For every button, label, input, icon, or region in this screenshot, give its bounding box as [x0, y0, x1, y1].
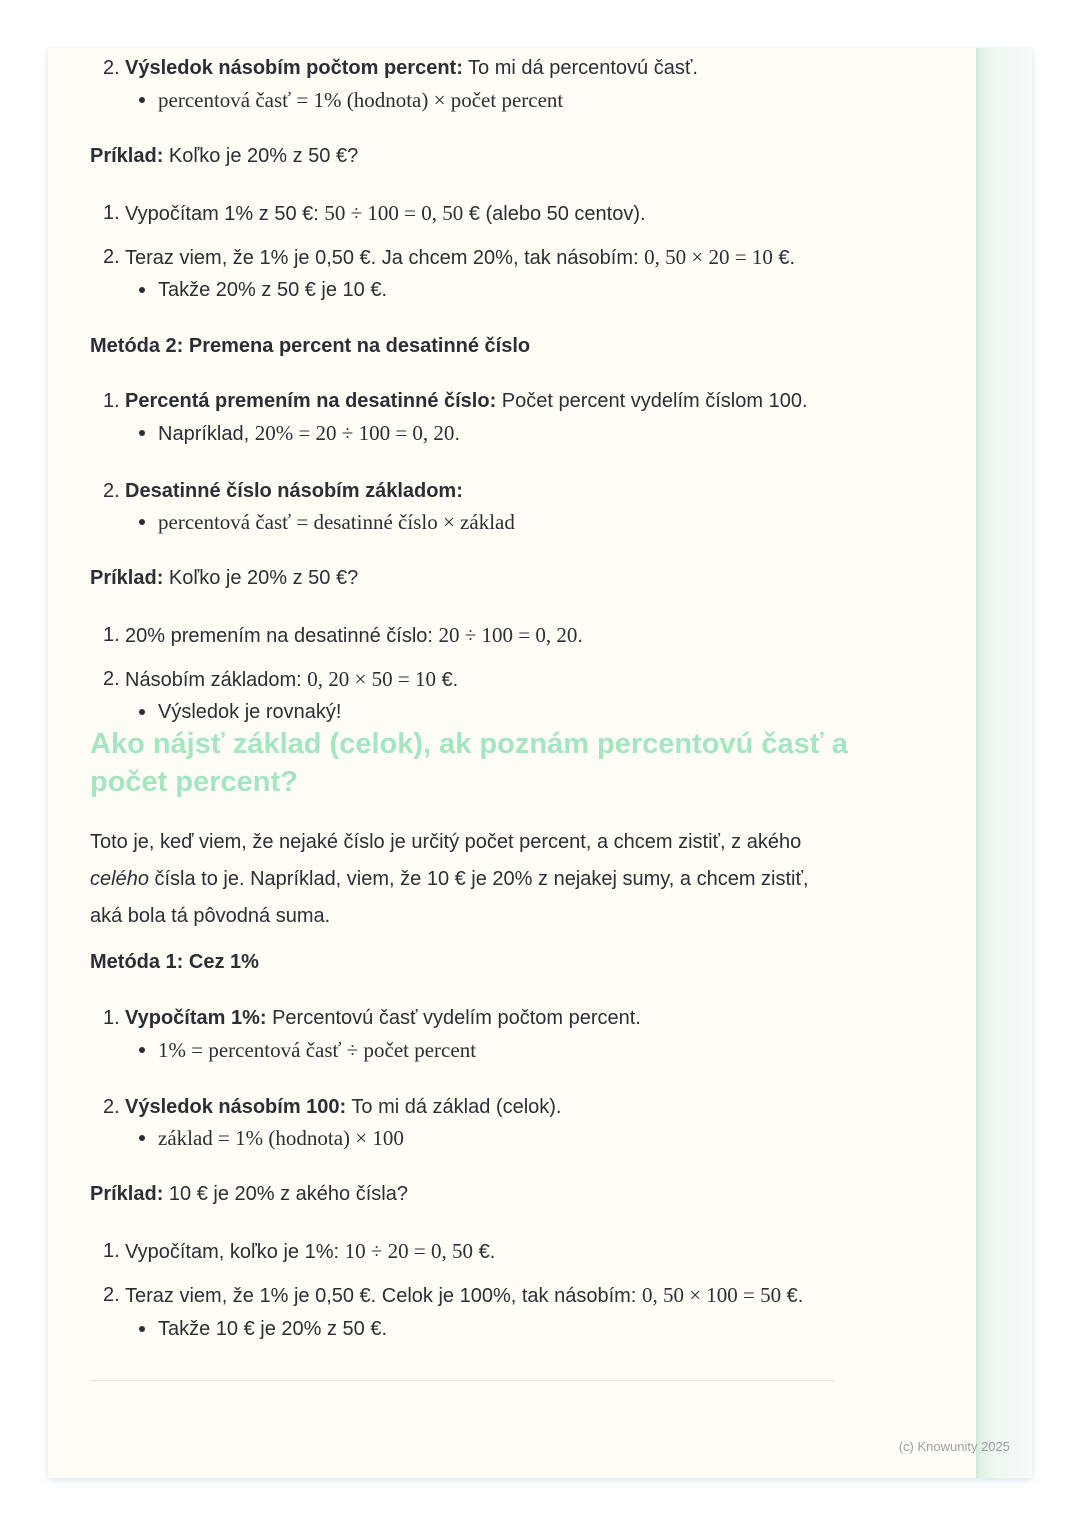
inline-math: 10 ÷ 20 = 0, 50 [344, 1239, 474, 1263]
bullet-dot [139, 287, 145, 293]
step-bold-label: Desatinné číslo násobím základom: [125, 480, 463, 502]
list-item-step [90, 244, 858, 271]
divider [90, 1380, 835, 1381]
step-bold-label: Percentá premením na desatinné číslo: [125, 390, 497, 412]
step-text: Počet percent vydelím číslom 100. [496, 390, 808, 412]
paragraph-text: Toto je, keď viem, že nejaké číslo je určitý počet percent, a chcem zistiť, z akého [90, 831, 802, 853]
note-bullet [90, 1316, 858, 1342]
bullet-dot [139, 1135, 145, 1141]
bullet-dot [139, 97, 145, 103]
list-number: 2. [103, 1096, 120, 1118]
bullet-dot [139, 709, 145, 715]
example-label: Príklad: [90, 567, 164, 589]
list-item-step [90, 388, 858, 414]
note-text: Napríklad, [158, 423, 255, 445]
list-number: 2. [103, 1284, 120, 1306]
list-number: 1. [103, 1240, 120, 1262]
list-number: 2. [103, 668, 120, 690]
list-number: 1. [103, 624, 120, 646]
intro-paragraph [90, 824, 842, 935]
method-heading [90, 333, 858, 359]
note-text: Takže 20% z 50 € je 10 €. [158, 279, 388, 301]
formula-text: 1% = percentová časť ÷ počet percent [158, 1038, 477, 1062]
inline-math: 0, 50 × 100 = 50 [641, 1283, 782, 1307]
list-item-step [90, 200, 858, 227]
formula-bullet [90, 1125, 858, 1152]
step-text: Teraz viem, že 1% je 0,50 €. Ja chcem 20%, tak násobím: [125, 247, 645, 269]
method-title: Metóda 2: Premena percent na desatinné číslo [90, 335, 531, 357]
step-text: . [577, 625, 583, 647]
list-item-step [90, 1094, 858, 1120]
list-number: 2. [103, 57, 120, 79]
page-edge-accent-strip [976, 48, 1032, 1478]
step-text: €. [781, 1285, 804, 1307]
step-bold-label: Výsledok násobím počtom percent: [125, 57, 463, 79]
step-text: To mi dá základ (celok). [346, 1096, 562, 1118]
paragraph-italic: celého [90, 868, 149, 890]
example-text: Koľko je 20% z 50 €? [163, 567, 359, 589]
inline-math: 20% = 20 ÷ 100 = 0, 20 [254, 421, 455, 445]
list-number: 2. [103, 480, 120, 502]
step-text: €. [435, 669, 459, 691]
example-paragraph [90, 565, 858, 591]
note-bullet [90, 699, 858, 725]
formula-text: percentová časť = 1% (hodnota) × počet percent [158, 88, 564, 112]
formula-bullet [90, 1037, 858, 1064]
list-item-step [90, 622, 858, 649]
example-text: Koľko je 20% z 50 €? [163, 145, 359, 167]
inline-math: 20 ÷ 100 = 0, 20 [438, 623, 578, 647]
formula-bullet [90, 420, 858, 447]
method-title: Metóda 1: Cez 1% [90, 951, 259, 973]
paragraph-text: čísla to je. Napríklad, viem, že 10 € je 20% z nejakej sumy, a chcem zistiť, aká bola tá pôvodná suma. [90, 868, 809, 927]
step-bold-label: Výsledok násobím 100: [125, 1096, 347, 1118]
list-number: 2. [103, 246, 120, 268]
inline-math: 0, 20 × 50 = 10 [307, 667, 436, 691]
step-text: Vypočítam, koľko je 1%: [125, 1241, 345, 1263]
copyright-watermark: (c) Knowunity 2025 [898, 1439, 1010, 1454]
note-text: . [454, 423, 460, 445]
note-text: Takže 10 € je 20% z 50 €. [158, 1318, 388, 1340]
inline-math: 50 ÷ 100 = 0, 50 [324, 201, 464, 225]
list-item-step [90, 1238, 858, 1265]
list-item-step [90, 55, 858, 81]
method-heading [90, 949, 858, 975]
bullet-dot [139, 519, 145, 525]
example-label: Príklad: [90, 1183, 164, 1205]
step-text: Percentovú časť vydelím počtom percent. [266, 1007, 641, 1029]
bullet-dot [139, 1047, 145, 1053]
formula-bullet [90, 87, 858, 114]
step-text: €. [473, 1241, 496, 1263]
formula-text: základ = 1% (hodnota) × 100 [158, 1126, 404, 1150]
list-item-step [90, 666, 858, 693]
note-bullet [90, 277, 858, 303]
step-text: €. [772, 247, 796, 269]
step-text: 20% premením na desatinné číslo: [125, 625, 439, 647]
note-text: Výsledok je rovnaký! [158, 701, 342, 723]
formula-bullet [90, 509, 858, 536]
step-bold-label: Vypočítam 1%: [125, 1007, 267, 1029]
document-page [48, 48, 1032, 1478]
step-text: To mi dá percentovú časť. [462, 57, 698, 79]
example-label: Príklad: [90, 145, 164, 167]
step-text: Vypočítam 1% z 50 €: [125, 203, 325, 225]
step-text: € (alebo 50 centov). [463, 203, 646, 225]
bullet-dot [139, 430, 145, 436]
inline-math: 0, 50 × 20 = 10 [644, 245, 773, 269]
list-number: 1. [103, 1007, 120, 1029]
list-number: 1. [103, 390, 120, 412]
example-paragraph [90, 1181, 858, 1207]
list-item-step [90, 1282, 858, 1309]
formula-text: percentová časť = desatinné číslo × základ [158, 510, 515, 534]
bullet-dot [139, 1326, 145, 1332]
section-heading: Ako nájsť základ (celok), ak poznám percentovú časť a počet percent? [90, 728, 848, 798]
example-paragraph [90, 143, 858, 169]
list-item-step [90, 478, 858, 504]
step-text: Teraz viem, že 1% je 0,50 €. Celok je 100%, tak násobím: [125, 1285, 642, 1307]
list-number: 1. [103, 202, 120, 224]
list-item-step [90, 1005, 858, 1031]
example-text: 10 € je 20% z akého čísla? [163, 1183, 408, 1205]
step-text: Násobím základom: [125, 669, 308, 691]
document-content [90, 55, 858, 1381]
